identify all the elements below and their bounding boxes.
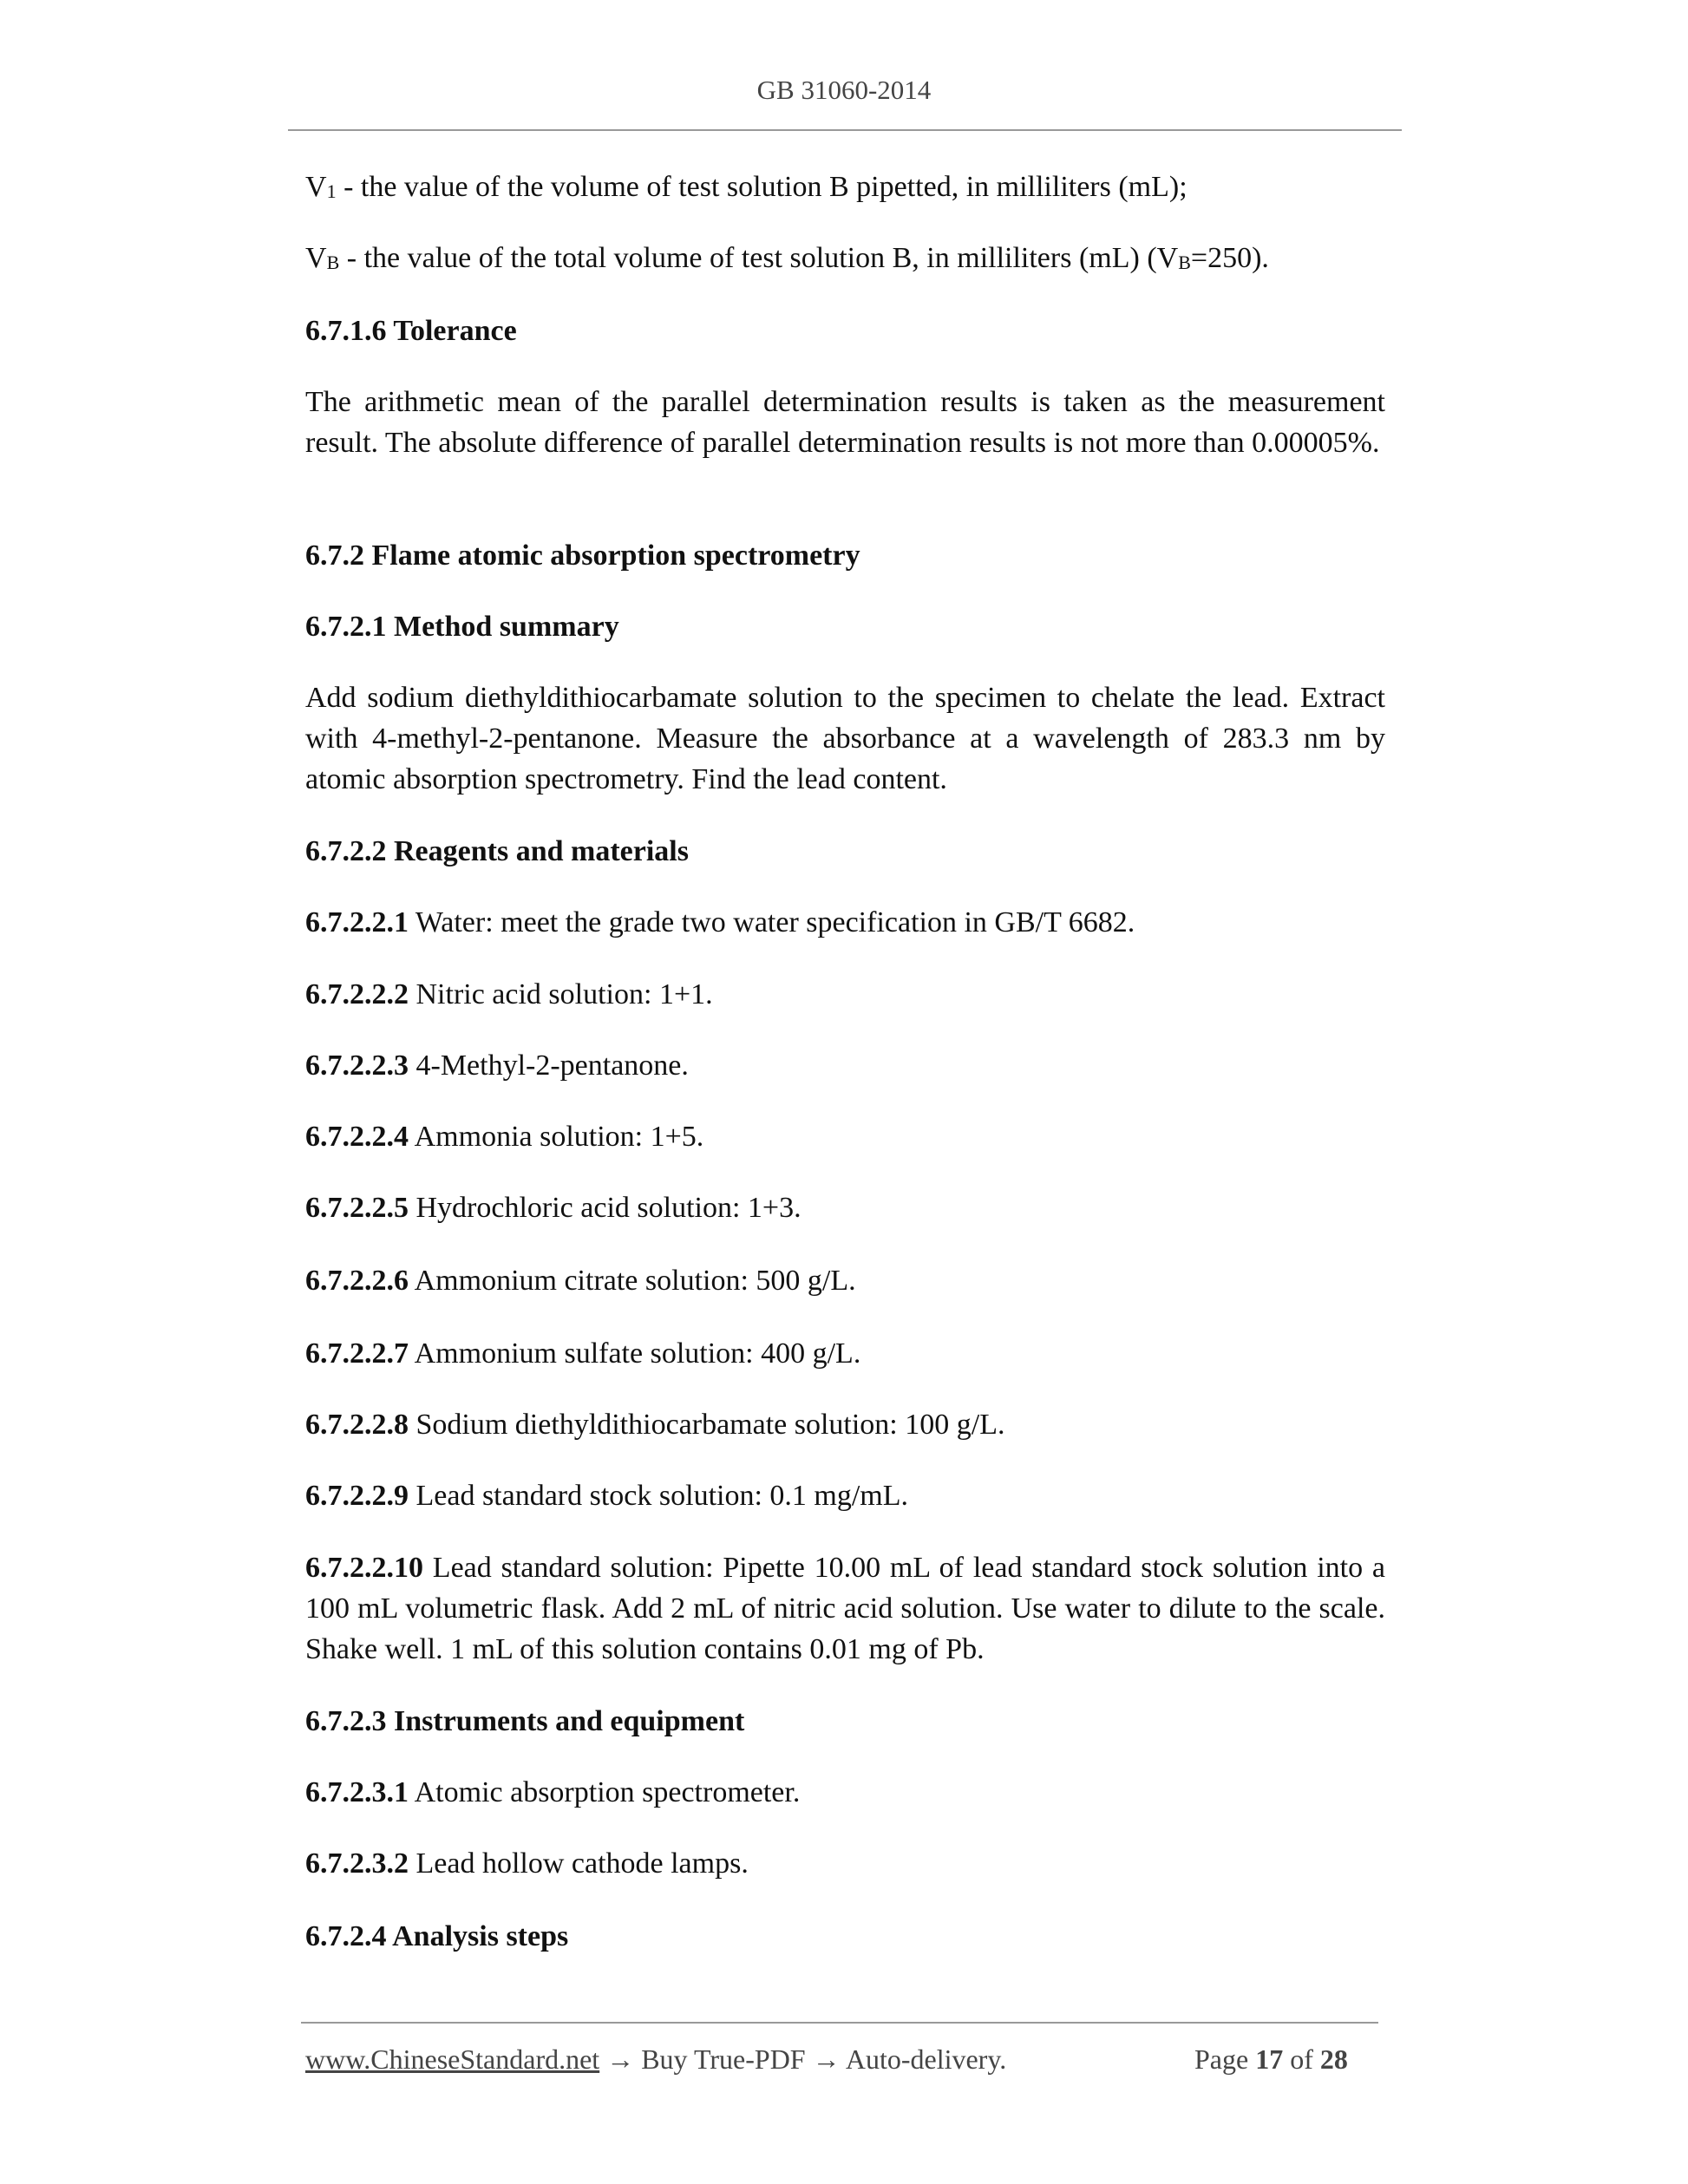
section-heading-instruments: 6.7.2.3 Instruments and equipment (305, 1705, 745, 1737)
website-link[interactable]: www.ChineseStandard.net (305, 2043, 600, 2075)
reagent-item: 6.7.2.2.3 4-Methyl-2-pentanone. (305, 1049, 689, 1082)
header-divider (288, 129, 1402, 131)
reagent-item: 6.7.2.2.2 Nitric acid solution: 1+1. (305, 978, 713, 1010)
reagent-item: 6.7.2.2.8 Sodium diethyldithiocarbamate solution: 100 g/L. (305, 1409, 1005, 1441)
document-id-header: GB 31060-2014 (756, 75, 932, 105)
variable-definition-v1: $V_1$ - the value of the volume of test solution B pipetted, in milliliters (mL); (305, 171, 1187, 203)
instrument-item: 6.7.2.3.2 Lead hollow cathode lamps. (305, 1847, 749, 1880)
section-heading-analysis-steps: 6.7.2.4 Analysis steps (305, 1920, 569, 1952)
section-heading-method-summary: 6.7.2.1 Method summary (305, 611, 619, 643)
reagent-item: 6.7.2.2.5 Hydrochloric acid solution: 1+3. (305, 1192, 801, 1224)
paragraph-method-summary: Add sodium diethyldithiocarbamate solution to the specimen to chelate the lead. Extract with 4-methyl-2-pentanone. Measure the absorbance at a wavelength of 283.3 nm by atomic absorption spectrometry. Find the lead content. (305, 682, 1385, 795)
section-heading-tolerance: 6.7.1.6 Tolerance (305, 315, 517, 347)
instrument-item: 6.7.2.3.1 Atomic absorption spectrometer. (305, 1776, 801, 1808)
paragraph-tolerance: The arithmetic mean of the parallel determination results is taken as the measurement result. The absolute difference of parallel determination results is not more than 0.00005%. (305, 386, 1385, 459)
section-heading-reagents: 6.7.2.2 Reagents and materials (305, 835, 689, 867)
reagent-item: 6.7.2.2.6 Ammonium citrate solution: 500 g/L. (305, 1265, 856, 1297)
footer-divider (301, 2022, 1378, 2024)
reagent-item: 6.7.2.2.4 Ammonia solution: 1+5. (305, 1121, 704, 1153)
reagent-item: 6.7.2.2.1 Water: meet the grade two water specification in GB/T 6682. (305, 906, 1135, 938)
page-number: Page 17 of 28 (1194, 2043, 1348, 2075)
section-heading-flame-aas: 6.7.2 Flame atomic absorption spectrometry (305, 539, 860, 572)
reagent-item: 6.7.2.2.7 Ammonium sulfate solution: 400 g/L. (305, 1337, 861, 1370)
reagent-item: 6.7.2.2.9 Lead standard stock solution: 0.1 mg/mL. (305, 1480, 909, 1512)
variable-definition-vb: $V_B$ - the value of the total volume of test solution B, in milliliters (mL) $(V_B=250)$. (305, 242, 1269, 274)
reagent-item: 6.7.2.2.10 Lead standard solution: Pipette 10.00 mL of lead standard stock solution into a 100 mL volumetric flask. Add 2 mL of nitric acid solution. Use water to dilute to the scale. Shake well. 1 mL of this solution contains 0.01 mg of Pb. (305, 1552, 1385, 1665)
footer-promo: www.ChineseStandard.net → Buy True-PDF → Auto-delivery. (305, 2043, 1007, 2075)
